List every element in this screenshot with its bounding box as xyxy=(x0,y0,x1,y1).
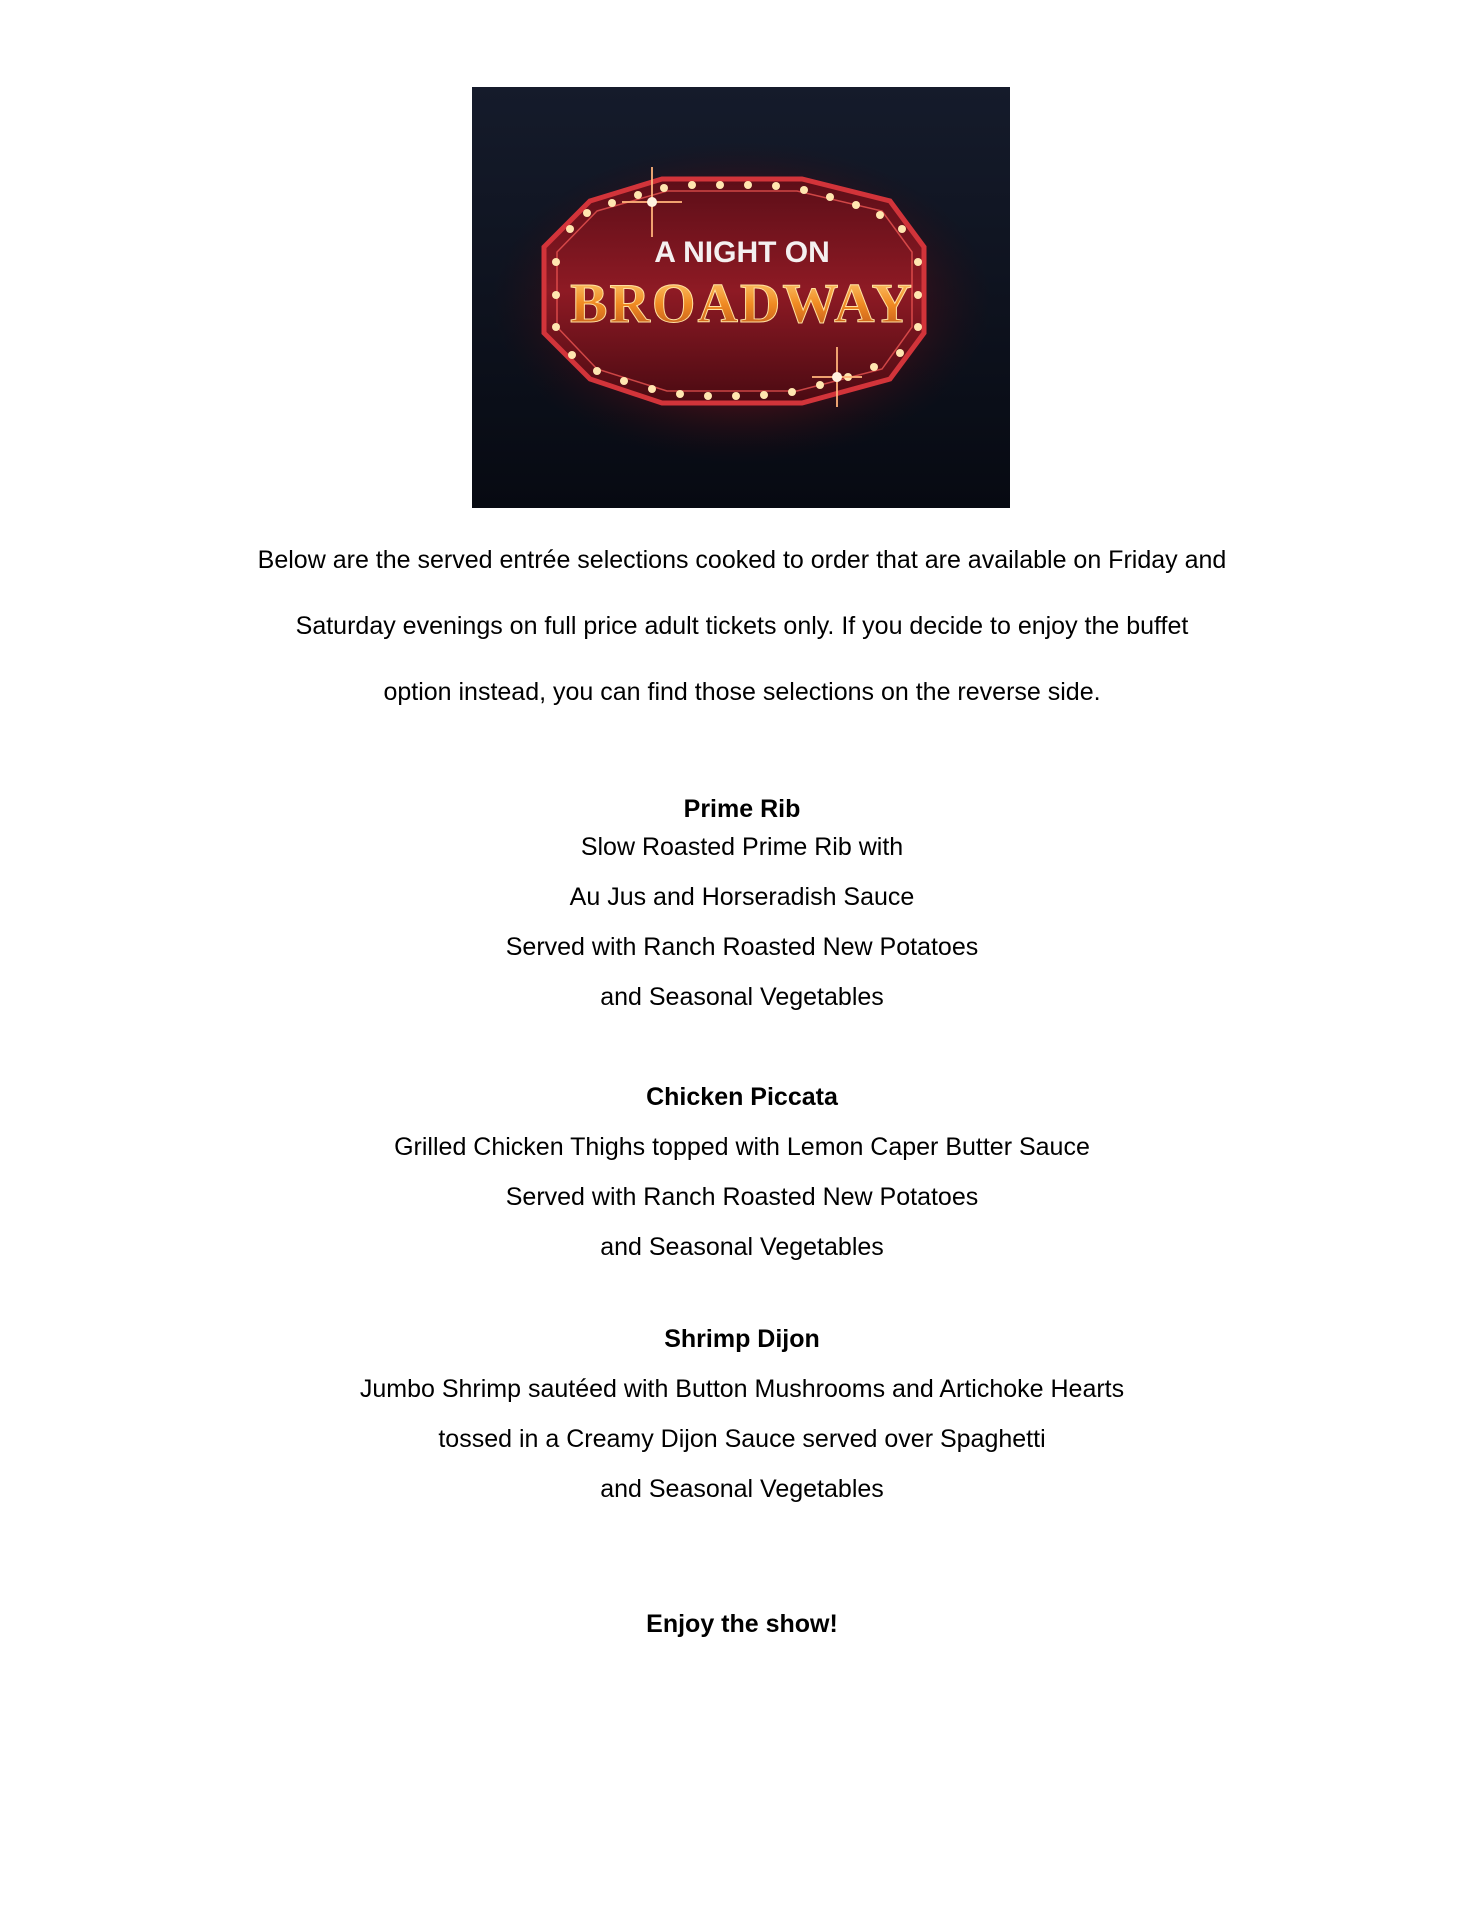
intro-line: Saturday evenings on full price adult tickets only. If you decide to enjoy the buffet xyxy=(295,612,1189,640)
intro-paragraph xyxy=(180,527,1304,725)
menu-item-line: Grilled Chicken Thighs topped with Lemon Caper Butter Sauce xyxy=(394,1133,1090,1161)
menu-item-line: and Seasonal Vegetables xyxy=(600,1475,884,1503)
menu-item-prime-rib xyxy=(180,794,1304,1022)
menu-item-shrimp-dijon xyxy=(180,1314,1304,1514)
menu-item-chicken-piccata xyxy=(180,1072,1304,1272)
marquee-sign-graphic xyxy=(472,87,1010,508)
menu-item-title: Prime Rib xyxy=(683,795,801,823)
logo-line-1: A NIGHT ON xyxy=(654,236,830,269)
menu-item-line: and Seasonal Vegetables xyxy=(600,983,884,1011)
menu-item-title: Chicken Piccata xyxy=(646,1083,838,1111)
logo-line-2: BROADWAY xyxy=(570,273,914,335)
menu-item-line: Slow Roasted Prime Rib with xyxy=(580,833,904,861)
menu-item-line: Served with Ranch Roasted New Potatoes xyxy=(505,933,979,961)
intro-line: option instead, you can find those selections on the reverse side. xyxy=(383,678,1101,706)
menu-item-line: Served with Ranch Roasted New Potatoes xyxy=(505,1183,979,1211)
broadway-logo xyxy=(472,87,1010,508)
menu-item-line: Au Jus and Horseradish Sauce xyxy=(569,883,915,911)
intro-line: Below are the served entrée selections cooked to order that are available on Friday and xyxy=(257,546,1227,574)
menu-item-line: Jumbo Shrimp sautéed with Button Mushrooms and Artichoke Hearts xyxy=(359,1375,1125,1403)
menu-item-title: Shrimp Dijon xyxy=(664,1325,820,1353)
closing-line: Enjoy the show! xyxy=(646,1610,838,1638)
menu-item-line: tossed in a Creamy Dijon Sauce served over Spaghetti xyxy=(438,1425,1046,1453)
menu-item-line: and Seasonal Vegetables xyxy=(600,1233,884,1261)
